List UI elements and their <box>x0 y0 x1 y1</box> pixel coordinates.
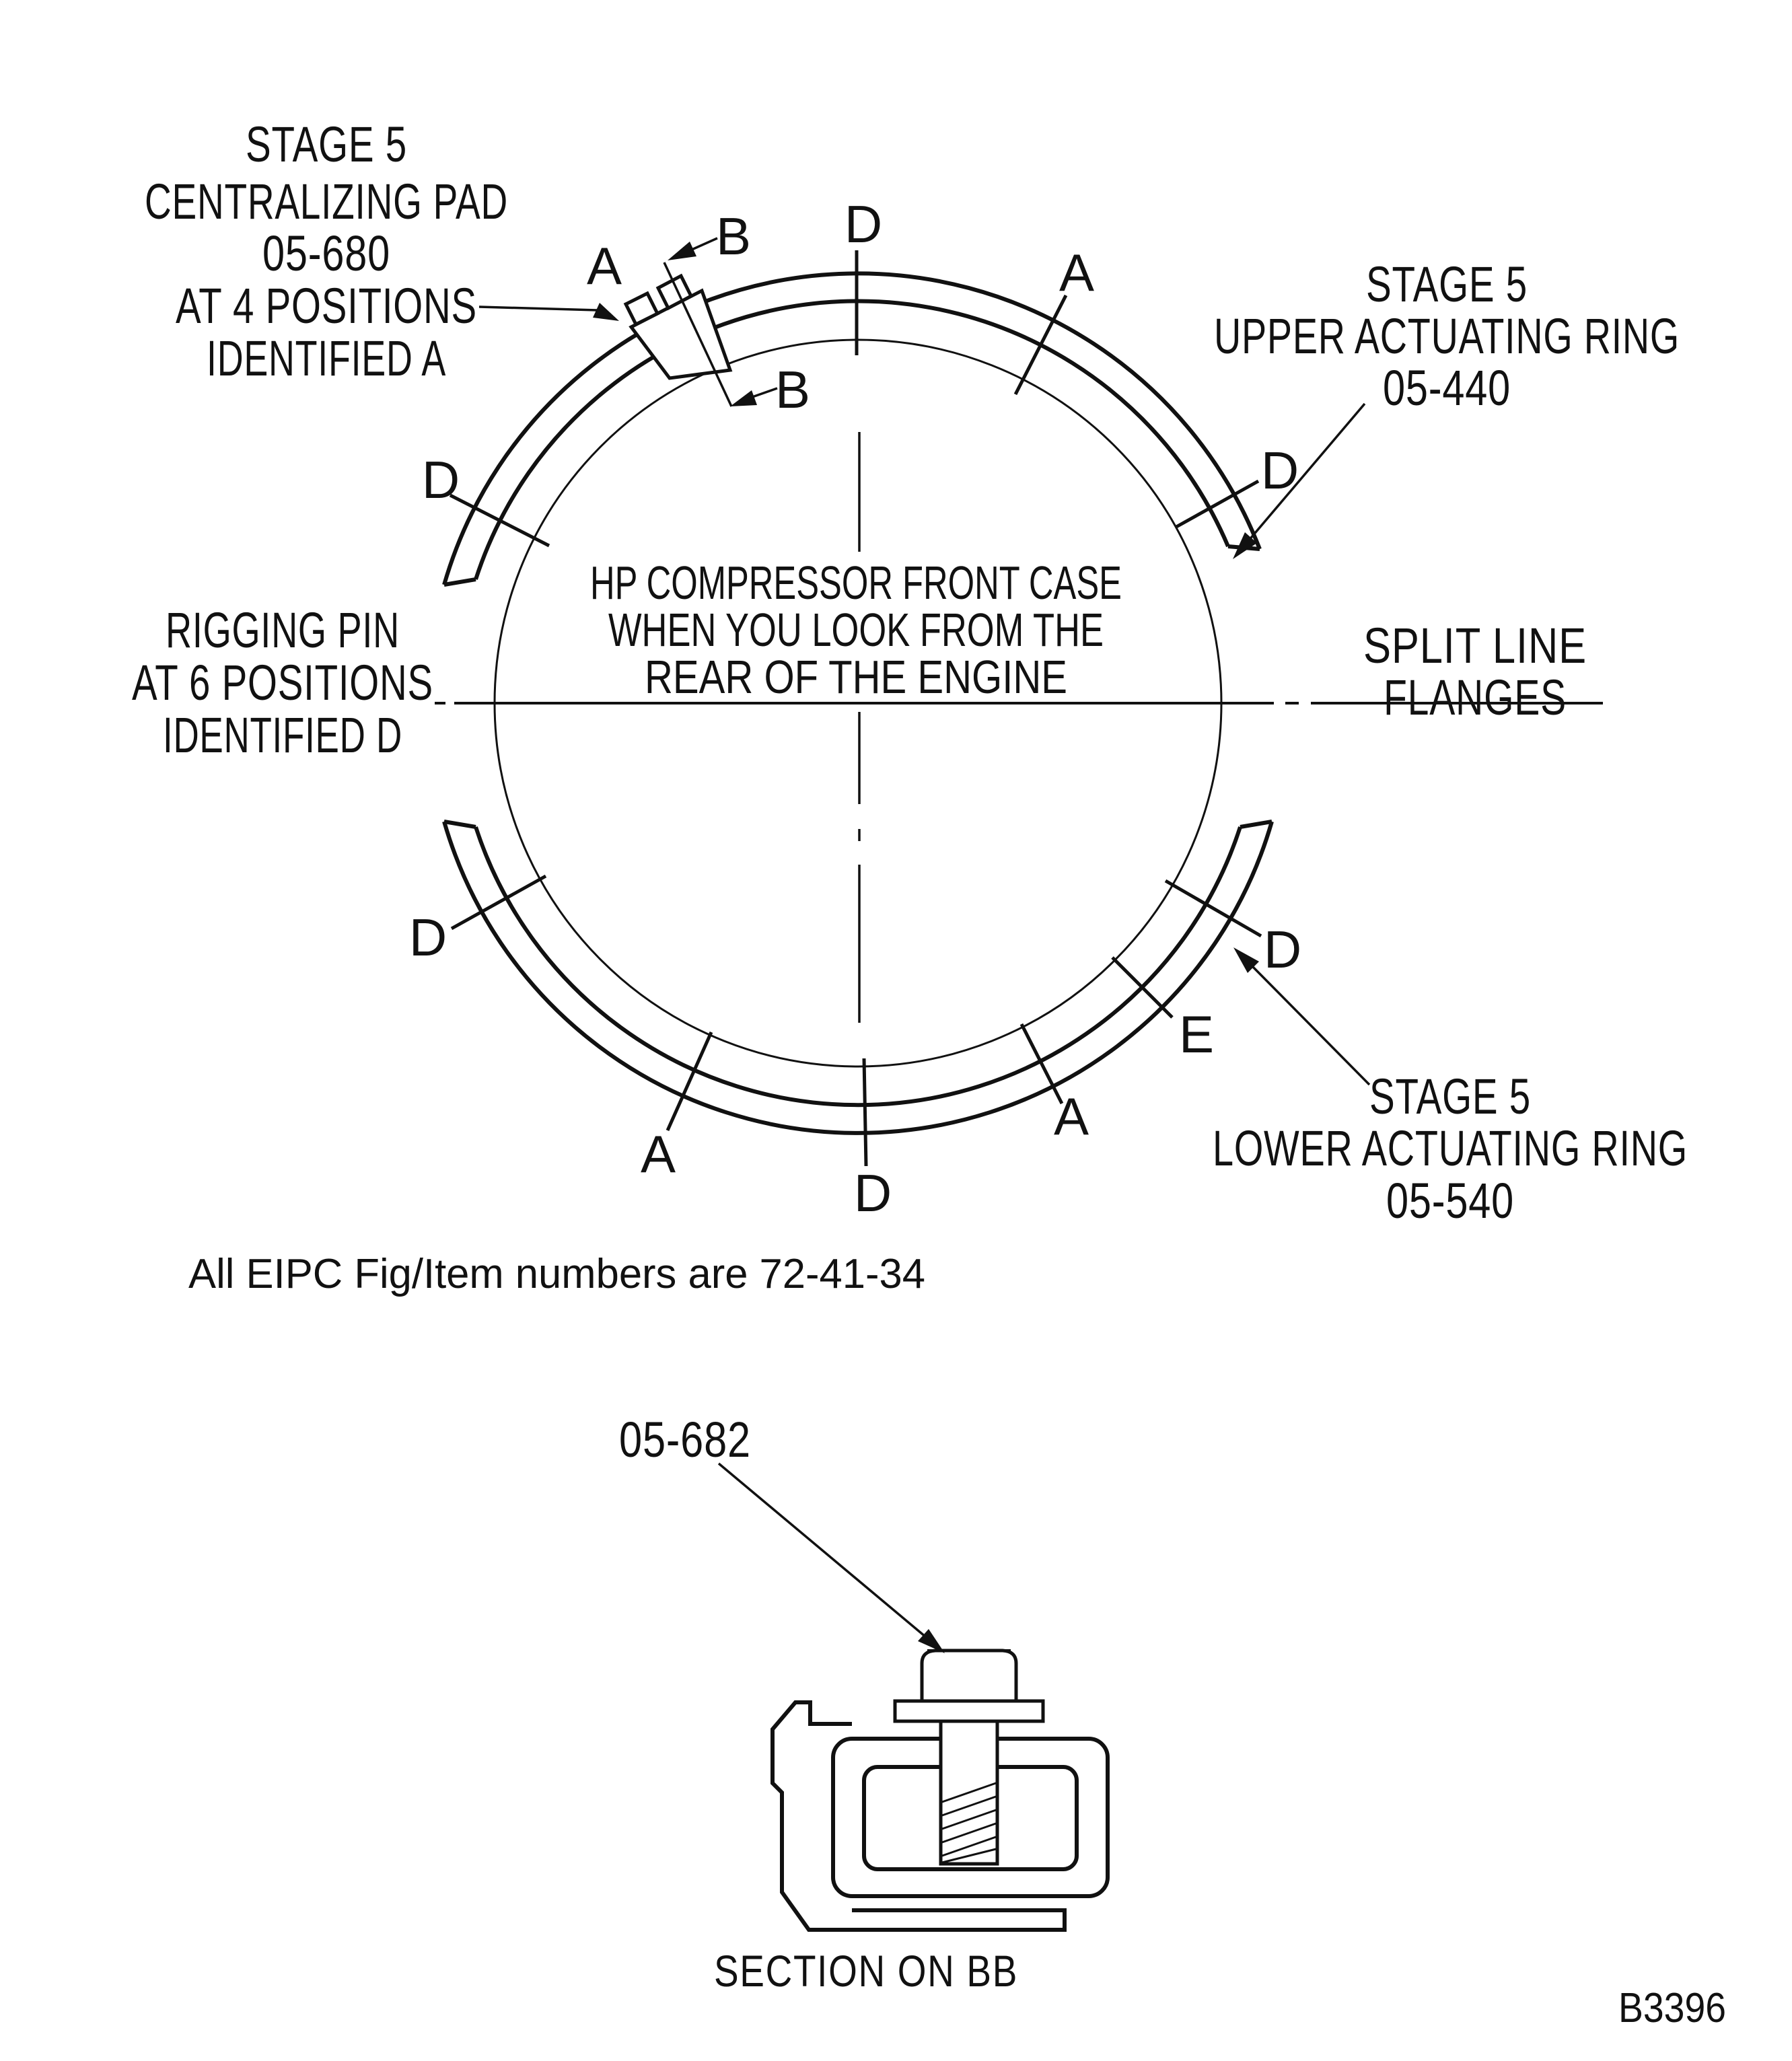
marker-a-pad: A <box>586 236 622 295</box>
marker-e-lower-right: E <box>1178 1005 1215 1064</box>
eipc-note: All EIPC Fig/Item numbers are 72-41-34 <box>188 1251 925 1297</box>
marker-a-upper-right: A <box>1059 243 1095 302</box>
case-center-text <box>590 556 1122 703</box>
callout-rigging-line1: RIGGING PIN <box>166 602 400 658</box>
callout-split-line <box>1363 618 1587 725</box>
callout-upper-ring <box>1214 256 1680 416</box>
marker-b-bottom: B <box>775 360 811 419</box>
section-arrow-b-top <box>668 238 717 260</box>
callout-pad-line1: STAGE 5 <box>246 116 407 172</box>
center-text-line2: WHEN YOU LOOK FROM THE <box>608 604 1104 656</box>
lower-ring-outer-arc <box>444 822 1272 1133</box>
marker-d-lower-left: D <box>408 908 447 967</box>
callout-split-line1: SPLIT LINE <box>1363 618 1587 674</box>
callout-rigging-line3: IDENTIFIED D <box>163 707 402 763</box>
section-view-bb <box>619 1412 1108 1996</box>
callout-rigging-line2: AT 6 POSITIONS <box>132 655 433 711</box>
marker-a-lower-right: A <box>1053 1087 1089 1146</box>
marker-d-upper-right: D <box>1260 441 1299 500</box>
upper-ring-left-endcap <box>444 579 476 585</box>
tick-d-bottom <box>864 1058 866 1166</box>
marker-d-lower-right: D <box>1263 920 1302 979</box>
bolt-head <box>922 1651 1016 1701</box>
callout-lower-ring <box>1213 1069 1688 1229</box>
marker-a-lower-left: A <box>640 1124 676 1184</box>
callout-pad-line4: AT 4 POSITIONS <box>176 278 477 334</box>
callout-rigging-pin <box>132 602 433 763</box>
marker-d-bottom: D <box>853 1163 892 1223</box>
callout-upper-line1: STAGE 5 <box>1366 256 1528 312</box>
section-arrow-b-bottom <box>730 388 777 406</box>
callout-split-line2: FLANGES <box>1384 670 1567 725</box>
callout-lower-line1: STAGE 5 <box>1369 1069 1531 1124</box>
section-caption: SECTION ON BB <box>714 1946 1018 1996</box>
marker-d-upper-left: D <box>421 450 460 509</box>
upper-actuating-ring <box>444 273 1260 585</box>
b-bottom-arrowhead-icon <box>730 390 757 406</box>
marker-d-top: D <box>844 194 883 254</box>
callout-pad-line3: 05-680 <box>262 225 390 281</box>
callout-upper-line2: UPPER ACTUATING RING <box>1214 308 1680 364</box>
callout-pad-line5: IDENTIFIED A <box>207 330 446 386</box>
part-leader-shaft <box>719 1463 926 1637</box>
b-top-arrowhead-icon <box>668 242 696 260</box>
pad-leader-shaft <box>479 307 598 310</box>
section-part-number: 05-682 <box>619 1412 751 1468</box>
lower-ring-left-endcap <box>444 822 476 827</box>
centralizing-pad <box>626 262 731 406</box>
callout-lower-line3: 05-540 <box>1386 1173 1514 1229</box>
pad-leader-arrowhead-icon <box>593 303 619 321</box>
tick-a-upper-right <box>1015 295 1066 394</box>
callout-centralizing-pad <box>145 116 508 386</box>
center-text-line1: HP COMPRESSOR FRONT CASE <box>590 556 1122 609</box>
callout-upper-line3: 05-440 <box>1383 360 1511 416</box>
upper-ring-inner-arc <box>476 301 1228 579</box>
b-bottom-arrow-shaft <box>752 388 777 397</box>
center-text-line3: REAR OF THE ENGINE <box>645 651 1067 703</box>
lower-actuating-ring <box>444 822 1272 1133</box>
centralizing-pad-leader <box>479 303 619 321</box>
tick-a-lower-left <box>668 1032 711 1130</box>
marker-b-top: B <box>715 207 752 266</box>
lower-ring-inner-arc <box>476 827 1240 1105</box>
bolt-washer <box>895 1701 1043 1721</box>
figure-reference: B3396 <box>1618 1985 1726 2031</box>
lower-ring-leader-shaft <box>1250 964 1369 1085</box>
tick-d-upper-left <box>450 495 549 546</box>
b-top-arrow-shaft <box>692 238 717 250</box>
lower-ring-right-endcap <box>1240 822 1272 827</box>
callout-pad-line2: CENTRALIZING PAD <box>145 174 508 229</box>
part-number-leader <box>719 1463 945 1653</box>
callout-lower-line2: LOWER ACTUATING RING <box>1213 1120 1688 1176</box>
